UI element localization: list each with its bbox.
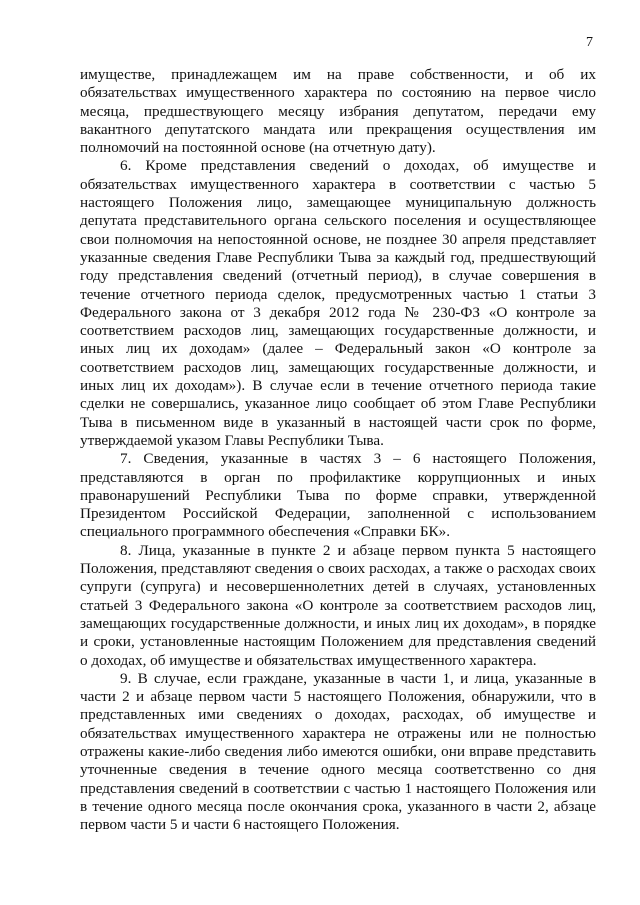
document-body — [80, 66, 596, 834]
paragraph-continuation: имуществе, принадлежащем им на праве собственности, и об их обязательствах имущественного характера по состоянию на первое число месяца, предшествующего месяцу избрания депутатом, передачи ему вакантного депутатского мандата или прекращения осуществления им полномочий на постоянной основе (на отчетную дату). — [80, 66, 596, 157]
paragraph-item-8: 8. Лица, указанные в пункте 2 и абзаце первом пункта 5 настоящего Положения, представляют сведения о своих расходах, а также о расходах своих супруги (супруга) и несовершеннолетних детей в случаях, установленных статьей 3 Федерального закона «О контроле за соответствием расходов лиц, замещающих государственные должности, и иных лиц их доходам», в порядке и сроки, установленные настоящим Положением для представления сведений о доходах, об имуществе и обязательствах имущественного характера. — [80, 541, 596, 669]
page-number: 7 — [586, 35, 593, 50]
paragraph-item-6: 6. Кроме представления сведений о доходах, об имуществе и обязательствах имущественного характера в соответствии с частью 5 настоящего Положения лицо, замещающее муниципальную должность депутата представительного органа сельского поселения и осуществляющее свои полномочия на непостоянной основе, не позднее 30 апреля представляет указанные сведения Главе Республики Тыва за каждый год, предшествующий году представления сведений (отчетный период), в случае совершения в течение отчетного периода сделок, предусмотренных частью 1 статьи 3 Федерального закона от 3 декабря 2012 года № 230-ФЗ «О контроле за соответствием расходов лиц, замещающих государственные должности, и иных лиц их доходам» (далее – Федеральный закон «О контроле за соответствием расходов лиц, замещающих государственные должности, и иных лиц их доходам»). В случае если в течение отчетного периода такие сделки не совершались, указанное лицо сообщает об этом Главе Республики Тыва в письменном виде в указанный в настоящей части срок по форме, утверждаемой указом Главы Республики Тыва. — [80, 157, 596, 449]
paragraph-item-7: 7. Сведения, указанные в частях 3 – 6 настоящего Положения, представляются в орган по профилактике коррупционных и иных правонарушений Республики Тыва по форме справки, утвержденной Президентом Российской Федерации, заполненной с использованием специального программного обеспечения «Справки БК». — [80, 450, 596, 541]
paragraph-item-9: 9. В случае, если граждане, указанные в части 1, и лица, указанные в части 2 и абзаце первом части 5 настоящего Положения, обнаружили, что в представленных ими сведениях о доходах, расходах, об имуществе и обязательствах имущественного характера не отражены или не полностью отражены какие-либо сведения либо имеются ошибки, они вправе представить уточненные сведения в течение одного месяца соответственно со дня представления сведений в соответствии с частью 1 настоящего Положения или в течение одного месяца после окончания срока, указанного в части 2, абзаце первом части 5 и части 6 настоящего Положения. — [80, 669, 596, 834]
